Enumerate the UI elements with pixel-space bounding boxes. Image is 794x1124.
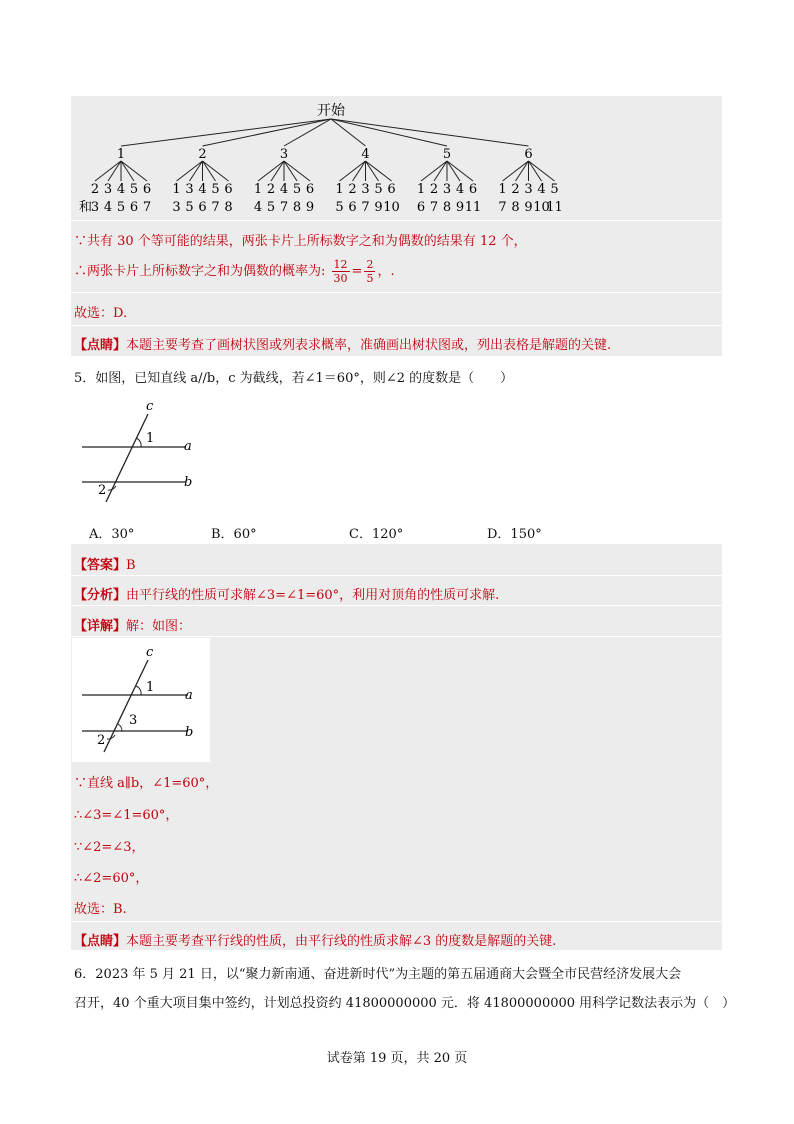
tree-branch: [529, 161, 542, 181]
tree-node-second: 1: [416, 182, 426, 197]
tree-node-second: 6: [305, 182, 315, 197]
q5-figure: [78, 398, 208, 502]
divider: [71, 325, 722, 326]
angle-1-arc: [136, 438, 141, 447]
angle-1-label: 1: [146, 431, 155, 446]
line-c: [104, 660, 148, 752]
analysis-label: 【分析】: [74, 588, 127, 603]
frac-den: 30: [333, 272, 348, 285]
tree-node-second: 3: [103, 182, 113, 197]
divider: [71, 575, 722, 576]
tree-sum-value: 10: [383, 200, 400, 215]
answer-value: B: [126, 558, 136, 573]
detail-text: 解：如图：: [126, 619, 192, 634]
tree-node-second: 2: [266, 182, 276, 197]
tree-node-second: 1: [172, 182, 181, 197]
frac-den: 5: [366, 272, 374, 285]
q5-answer: [74, 554, 136, 573]
tree-branch: [258, 161, 284, 181]
fraction-12-30: [332, 258, 350, 285]
tree-branch: [121, 119, 331, 146]
dianjing-label: 【点睛】: [74, 934, 127, 949]
tree-node-second: 6: [387, 182, 396, 197]
choice-b: B．60°: [211, 527, 257, 542]
q6-line-2: 召开，40 个重大项目集中签约，计划总投资约 41800000000 元．将 41800000000 用科学记数法表示为（ ）: [74, 996, 736, 1011]
tree-node-first: 5: [442, 147, 452, 162]
tree-branch: [284, 161, 310, 181]
tree-sum-value: 6: [348, 200, 357, 215]
q5-step-3: ∵∠2=∠3，: [74, 840, 145, 855]
tree-sum-value: 5: [185, 200, 194, 215]
line-c: [106, 414, 148, 502]
tree-node-first: 2: [198, 147, 207, 162]
q5-stem: 5．如图，已知直线 a//b，c 为截线，若∠1＝60°，则∠2 的度数是（ ）: [74, 371, 514, 386]
tree-node-second: 2: [348, 182, 357, 197]
tree-sum-value: 10: [533, 200, 550, 215]
angle-2-label: 2: [98, 483, 107, 498]
tree-sum-value: 8: [292, 200, 302, 215]
tree-sum-value: 7: [142, 200, 152, 215]
page-footer: 试卷第 19 页，共 20 页: [326, 1051, 468, 1066]
tree-branch: [121, 161, 147, 181]
tree-diagram: [71, 96, 722, 220]
tree-sum-value: 3: [172, 200, 181, 215]
q5-dianjing: [74, 930, 556, 949]
tree-sum-value: 11: [464, 200, 482, 215]
dianjing-text: 本题主要考查平行线的性质，由平行线的性质求解∠3 的度数是解题的关键.: [126, 934, 557, 949]
q4-reason-2: [74, 258, 395, 285]
q5-detail: [74, 615, 191, 634]
tree-sum-value: 7: [211, 200, 220, 215]
tree-sum-value: 9: [305, 200, 315, 215]
tree-sum-value: 5: [335, 200, 344, 215]
q5-step-4: ∴∠2=60°，: [74, 871, 149, 886]
tree-node-second: 5: [129, 182, 139, 197]
tree-node-second: 5: [550, 182, 559, 197]
tree-sum-value: 6: [416, 200, 426, 215]
divider: [71, 292, 722, 293]
tree-sum-value: 5: [266, 200, 276, 215]
tree-node-second: 6: [224, 182, 233, 197]
tree-branch: [190, 161, 203, 181]
tree-sum-value: 4: [103, 200, 113, 215]
choice-c: C．120°: [349, 527, 404, 542]
q4-reason-1: ∵共有 30 个等可能的结果，两张卡片上所标数字之和为偶数的结果有 12 个，: [74, 234, 527, 249]
tree-sum-value: 7: [361, 200, 370, 215]
label-c: c: [146, 399, 154, 414]
q4-dianjing: [74, 334, 611, 353]
tree-node-second: 1: [253, 182, 263, 197]
analysis-text: 由平行线的性质可求解∠3=∠1=60°，利用对顶角的性质可求解.: [126, 588, 500, 603]
tree-sum-value: 7: [429, 200, 439, 215]
tree-node-second: 3: [361, 182, 370, 197]
angle-3-label: 3: [129, 713, 138, 728]
dianjing-text: 本题主要考查了画树状图或列表求概率，准确画出树状图或，列出表格是解题的关键.: [126, 338, 612, 353]
q4-reason-2-suffix: ，.: [377, 264, 395, 279]
detail-label: 【详解】: [74, 619, 127, 634]
tree-node-second: 2: [511, 182, 520, 197]
tree-node-second: 1: [335, 182, 344, 197]
tree-sum-value: 7: [279, 200, 289, 215]
tree-branch: [108, 161, 121, 181]
q5-step-1: ∵直线 a∥b，∠1=60°，: [74, 776, 219, 791]
fraction-2-5: [364, 258, 375, 285]
tree-node-second: 4: [198, 182, 207, 197]
tree-branch: [203, 161, 229, 181]
dianjing-label: 【点睛】: [74, 338, 127, 353]
tree-node-second: 6: [468, 182, 478, 197]
tree-branch: [366, 161, 392, 181]
tree-sum-value: 8: [442, 200, 452, 215]
tree-node-second: 2: [90, 182, 100, 197]
tree-branch: [447, 161, 460, 181]
divider: [71, 605, 722, 606]
frac-num: 12: [333, 258, 348, 271]
tree-branch: [353, 161, 366, 181]
frac-num: 2: [366, 258, 374, 271]
tree-branch: [271, 161, 284, 181]
tree-branch: [284, 119, 331, 146]
tree-sum-value: 5: [116, 200, 126, 215]
tree-sum-value: 7: [498, 200, 507, 215]
tree-sum-value: 9: [524, 200, 533, 215]
label-a: a: [185, 688, 193, 703]
tree-node-second: 5: [292, 182, 302, 197]
tree-node-first: 1: [116, 147, 126, 162]
choice-a: A．30°: [89, 527, 135, 542]
label-c: c: [146, 645, 154, 660]
tree-sum-value: 6: [198, 200, 207, 215]
tree-sum-value: 9: [374, 200, 383, 215]
q5-step-5: 故选：B.: [74, 902, 127, 917]
tree-sum-value: 9: [455, 200, 465, 215]
q4-choose: 故选：D.: [74, 306, 128, 321]
tree-node-second: 6: [142, 182, 152, 197]
angle-2-label: 2: [97, 733, 106, 748]
tree-branch: [421, 161, 447, 181]
tree-sum-value: 8: [224, 200, 233, 215]
q5-analysis: [74, 584, 499, 603]
tree-sum-value: 8: [511, 200, 520, 215]
tree-branch: [203, 119, 332, 146]
choice-d: D．150°: [487, 527, 542, 542]
tree-branch: [340, 161, 366, 181]
tree-branch: [121, 161, 134, 181]
tree-branch: [503, 161, 529, 181]
label-b: b: [184, 475, 193, 490]
tree-node-first: 3: [279, 147, 289, 162]
tree-sum-value: 4: [253, 200, 263, 215]
tree-branch: [95, 161, 121, 181]
tree-node-second: 5: [374, 182, 383, 197]
tree-sum-value: 11: [546, 200, 563, 215]
tree-branch: [447, 161, 473, 181]
tree-node-second: 3: [185, 182, 194, 197]
tree-root-label: 开始: [317, 103, 345, 119]
q5-detail-figure: [72, 638, 210, 762]
tree-node-second: 3: [442, 182, 452, 197]
tree-branch: [177, 161, 203, 181]
tree-node-second: 2: [429, 182, 439, 197]
tree-node-second: 3: [524, 182, 533, 197]
equals-sign: =: [351, 264, 363, 279]
tree-branch: [366, 161, 379, 181]
tree-node-second: 5: [211, 182, 220, 197]
angle-1-arc: [136, 686, 141, 695]
tree-branch: [529, 161, 555, 181]
tree-sum-value: 6: [129, 200, 139, 215]
tree-branch: [203, 161, 216, 181]
tree-node-second: 4: [537, 182, 546, 197]
tree-node-second: 4: [279, 182, 289, 197]
angle-3-arc: [118, 724, 122, 731]
answer-label: 【答案】: [74, 558, 127, 573]
divider: [71, 921, 722, 922]
tree-node-first: 4: [361, 147, 370, 162]
tree-sum-value: 3: [90, 200, 100, 215]
tree-node-second: 4: [455, 182, 465, 197]
label-a: a: [184, 439, 192, 454]
angle-1-label: 1: [146, 680, 155, 695]
q6-line-1: 6．2023 年 5 月 21 日，以“聚力新南通、奋进新时代”为主题的第五届通商大会暨全市民营经济发展大会: [74, 967, 682, 982]
tree-node-second: 1: [498, 182, 507, 197]
tree-branch: [434, 161, 447, 181]
tree-node-first: 6: [524, 147, 533, 162]
tree-branch: [284, 161, 297, 181]
q4-reason-2-prefix: ∴两张卡片上所标数字之和为偶数的概率为:: [74, 264, 326, 279]
q5-step-2: ∴∠3=∠1=60°，: [74, 808, 179, 823]
tree-node-second: 4: [116, 182, 126, 197]
tree-sum-label: 和: [79, 200, 93, 215]
divider: [71, 220, 722, 221]
label-b: b: [185, 725, 194, 740]
tree-branch: [516, 161, 529, 181]
divider: [71, 636, 722, 637]
